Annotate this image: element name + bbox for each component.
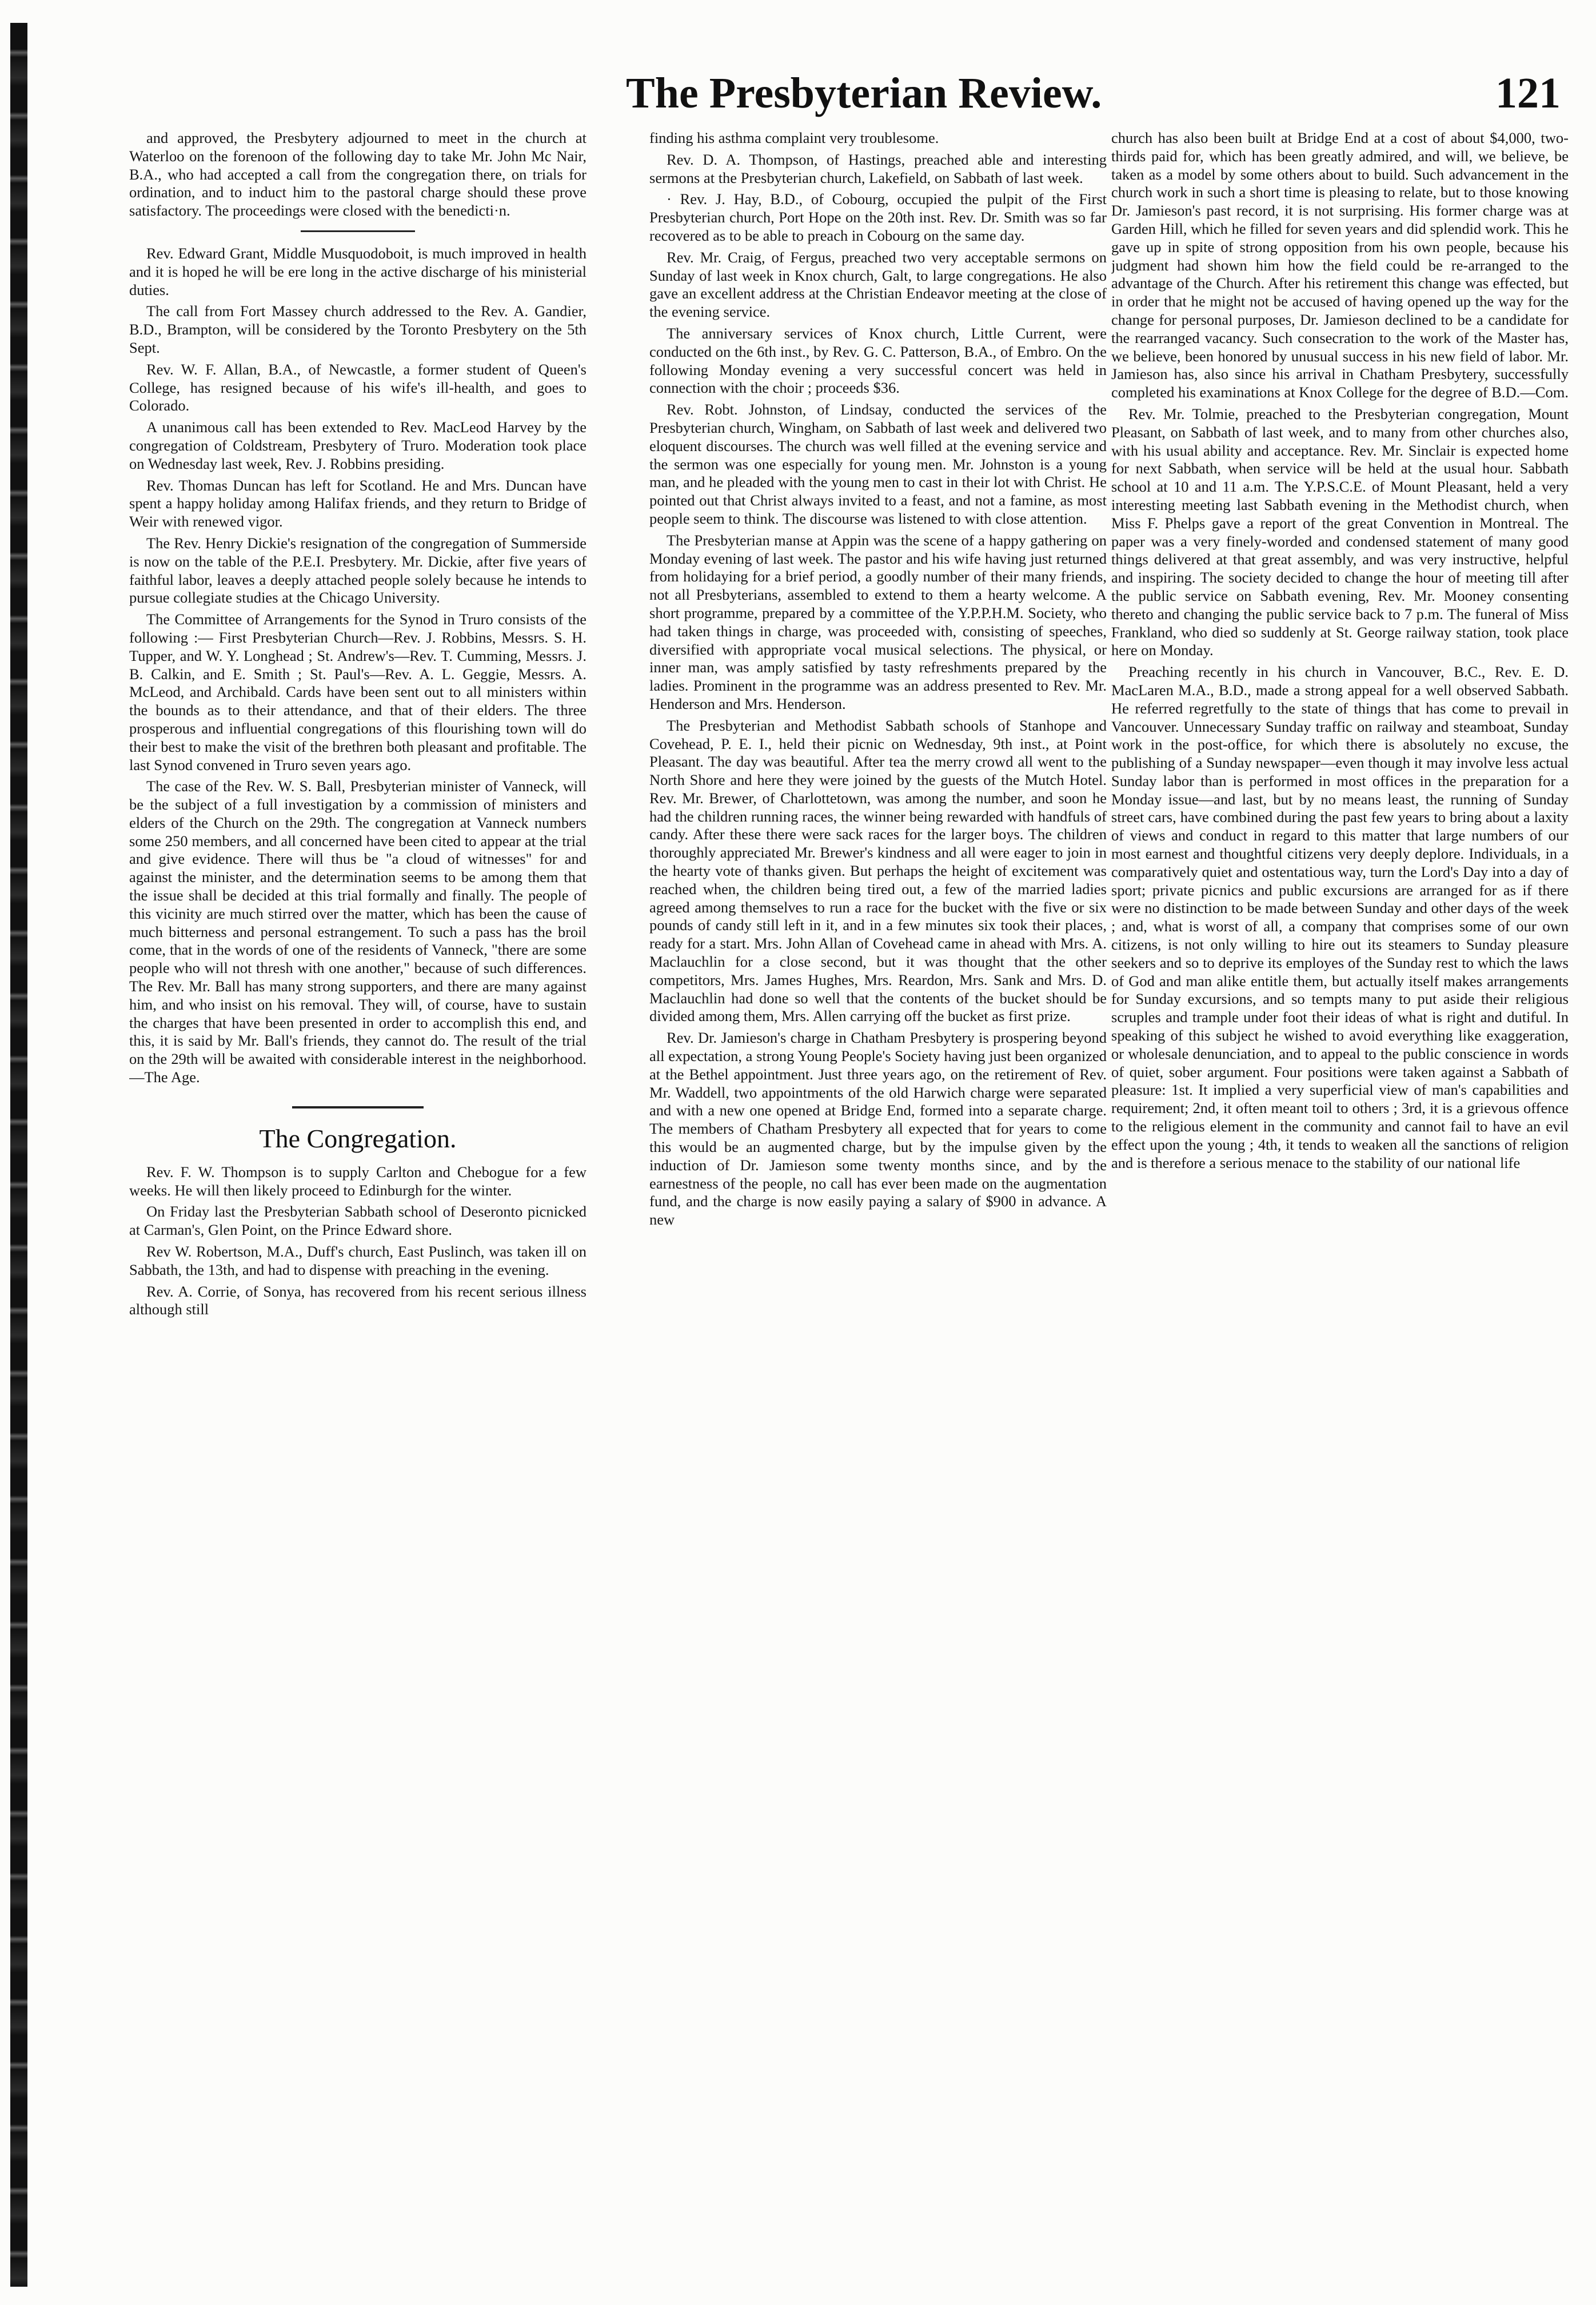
column-1	[129, 129, 586, 2290]
column-divider-rule	[292, 1106, 424, 1108]
article-paragraph: Rev. Dr. Jamieson's charge in Chatham Presbytery is prospering beyond all expectation, a strong Young People's Society having just been organized at the Bethel appointment. Just three years ago, on the retirement of Rev. Mr. Waddell, two appointments of the old Harwich charge were separated and with a new one opened at Bridge End, formed into a separate charge. The members of Chatham Presbytery all expected that for years to come this would be an augmented charge, but by the impulse given by the induction of Dr. Jamieson some twenty months since, and by the earnestness of the people, no call has ever been made on the augmentation fund, and the charge is now easily paying a salary of $900 in advance. A new	[649, 1029, 1107, 1229]
article-paragraph: The Committee of Arrangements for the Synod in Truro consists of the following :— First Presbyterian Church—Rev. J. Robbins, Messrs. S. H. Tupper, and W. Y. Longhead ; St. Andrew's—Rev. T. Cumming, Messrs. J. B. Calkin, and E. Smith ; St. Paul's—Rev. A. L. Geggie, Messrs. A. McLeod, and Archibald. Cards have been sent out to all ministers within the bounds as to their attendance, and that of their elders. The three prosperous and influential congregations of this flourishing town will do their best to make the visit of the brethren both pleasant and profitable. The last Synod convened in Truro seven years ago.	[129, 611, 586, 773]
publication-title: The Presbyterian Review.	[626, 69, 1102, 117]
article-paragraph: Rev. F. W. Thompson is to supply Carlton and Chebogue for a few weeks. He will then likely proceed to Edinburgh for the winter.	[129, 1163, 586, 1199]
binding-edge	[10, 23, 27, 2287]
article-paragraph: finding his asthma complaint very troublesome.	[649, 129, 939, 146]
article-paragraph: The anniversary services of Knox church, Little Current, were conducted on the 6th inst., by Rev. G. C. Patterson, B.A., of Embro. On the following Monday evening a very successful concert was held in connection with the choir ; proceeds $36.	[649, 324, 1107, 397]
column-divider-rule	[301, 230, 415, 232]
article-paragraph: A unanimous call has been extended to Rev. MacLeod Harvey by the congregation of Coldstream, Presbytery of Truro. Moderation took place on Wednesday last week, Rev. J. Robbins presiding.	[129, 418, 586, 472]
article-paragraph: Rev. D. A. Thompson, of Hastings, preached able and interesting sermons at the Presbyterian church, Lakefield, on Sabbath of last week.	[649, 150, 1107, 186]
page-number: 121	[1495, 69, 1561, 117]
article-paragraph: The case of the Rev. W. S. Ball, Presbyterian minister of Vanneck, will be the subject of a full investigation by a commission of ministers and elders of the Church on the 29th. The congregation at Vanneck numbers some 250 members, and all concerned have been cited to appear at the trial and give evidence. There will thus be "a cloud of witnesses" for and against the minister, and the determination seems to be among them that the issue shall be decided at this trial formally and finally. The people of this vicinity are much stirred over the matter, which has been the cause of much bitterness and personal estrangement. To such a pass has the broil come, that in the words of one of the residents of Vanneck, "there are some people who will not thresh with one another," because of such differences. The Rev. Mr. Ball has many strong supporters, and there are many against him, and who insist on his removal. They will, of course, have to sustain the charges that have been presented in order to accomplish this end, and this, it is said by Mr. Ball's friends, they cannot do. The result of the trial on the 29th will be awaited with considerable interest in the neighborhood.—The Age.	[129, 777, 586, 1086]
article-paragraph: The Presbyterian manse at Appin was the scene of a happy gathering on Monday evening of last week. The pastor and his wife having just returned from holidaying for a brief period, a goodly number of their many friends, not all Presbyterians, assembled to extend to them a hearty welcome. A short programme, prepared by a committee of the Y.P.P.H.M. Society, who had taken things in charge, was proceeded with, consisting of speeches, diversified with appropriate vocal musical selections. The physical, or inner man, was amply satisfied by tasty refreshments prepared by the ladies. Prominent in the programme was an address presented to Rev. Mr. Henderson and Mrs. Henderson.	[649, 531, 1107, 712]
section-heading: The Congregation.	[259, 1123, 457, 1153]
article-paragraph: Rev. W. F. Allan, B.A., of Newcastle, a former student of Queen's College, has resigned because of his wife's ill-health, and goes to Colorado.	[129, 360, 586, 414]
article-paragraph: Rev. Edward Grant, Middle Musquodoboit, is much improved in health and it is hoped he will be ere long in the active discharge of his ministerial duties.	[129, 244, 586, 298]
article-paragraph: Rev. A. Corrie, of Sonya, has recovered from his recent serious illness although still	[129, 1282, 586, 1318]
article-paragraph: · Rev. J. Hay, B.D., of Cobourg, occupied the pulpit of the First Presbyterian church, Port Hope on the 20th inst. Rev. Dr. Smith was so far recovered as to be able to preach in Cobourg on the same day.	[649, 190, 1107, 244]
article-paragraph: and approved, the Presbytery adjourned to meet in the church at Waterloo on the forenoon of the following day to take Mr. John Mc Nair, B.A., who had accepted a call from the congregation there, on trials for ordination, and to induct him to the pastoral charge should these prove satisfactory. The proceedings were closed with the benedicti·n.	[129, 129, 586, 220]
article-paragraph: Rev. Mr. Tolmie, preached to the Presbyterian congregation, Mount Pleasant, on Sabbath of last week, and to many from other churches also, with his usual ability and acceptance. Rev. Mr. Sinclair is expected home for next Sabbath, when service will be held at the usual hour. Sabbath school at 10 and 11 a.m. The Y.P.S.C.E. of Mount Pleasant, held a very interesting meeting last Sabbath evening in the Methodist church, when Miss F. Phelps gave a report of the great Convention in Montreal. The paper was a very finely-worded and condensed statement of many good things delivered at that great assembly, and was very instructive, helpful and inspiring. The society decided to change the hour of meeting till after the public service on Sabbath evening, Rev. Mr. Mooney consenting thereto and changing the public service back to 7 p.m. The funeral of Miss Frankland, who died so suddenly at St. George railway station, took place here on Monday.	[1111, 405, 1569, 659]
article-paragraph: church has also been built at Bridge End at a cost of about $4,000, two-thirds paid for, which has been greatly admired, and will, we believe, be taken as a model by some others about to build. Such advancement in the church work in such a short time is pleasing to relate, but to those knowing Dr. Jamieson's past record, it is not surprising. His former charge was at Garden Hill, which he filled for seven years and did splendid work. This he gave up in spite of strong opposition from his own people, because his judgment had shown him how the field could be re-arranged to the advantage of the Church. After his retirement this change was effected, but in order that he might not be accused of having opened up the way for the change for personal purposes, Dr. Jamieson declined to be a candidate for the rearranged vacancy. Such consecration to the work of the Master has, we believe, been honored by unusual success in his new field of labor. Mr. Jamieson has, also since his arrival in Chatham Presbytery, successfully completed his examinations at Knox College for the degree of B.D.—Com.	[1111, 129, 1569, 401]
article-paragraph: Rev. Thomas Duncan has left for Scotland. He and Mrs. Duncan have spent a happy holiday among Halifax friends, and they return to Bridge of Weir with renewed vigor.	[129, 476, 586, 531]
article-paragraph: On Friday last the Presbyterian Sabbath school of Deseronto picnicked at Carman's, Glen Point, on the Prince Edward shore.	[129, 1203, 586, 1239]
article-paragraph: Rev. Robt. Johnston, of Lindsay, conducted the services of the Presbyterian church, Wingham, on Sabbath of last week and delivered two eloquent discourses. The church was well filled at the evening service and the sermon was one especially for young men. Mr. Johnston is a young man, and he pleaded with the young men to cast in their lot with Christ. He pointed out that Christ always invited to a feast, and not a famine, as most people seem to think. The discourse was listened to with close attention.	[649, 401, 1107, 527]
article-paragraph: The Presbyterian and Methodist Sabbath schools of Stanhope and Covehead, P. E. I., held their picnic on Wednesday, 9th inst., at Point Pleasant. The day was beautiful. After tea the merry crowd all went to the North Shore and here they were joined by the guests of the Mutch Hotel. Rev. Mr. Brewer, of Charlottetown, was among the number, and soon he had the children running races, the winner being rewarded with handfuls of candy. After these there were sack races for the larger boys. The children thoroughly appreciated Mr. Brewer's kindness and all were eager to join in the hearty vote of thanks given. But perhaps the height of excitement was reached when, the children being tired out, a few of the married ladies agreed among themselves to run a race for the bucket with the five or six pounds of candy still left in it, and in a few minutes six took their places, ready for a start. Mrs. John Allan of Covehead came in ahead with Mrs. A. Maclauchlin for a close second, but it was thought that the other competitors, Mrs. James Hughes, Mrs. Reardon, Mrs. Sank and Mrs. D. Maclauchlin had done so well that the contents of the bucket should be divided among them, Mrs. Allen carrying off the bucket as first prize.	[649, 716, 1107, 1025]
article-paragraph: Rev. Mr. Craig, of Fergus, preached two very acceptable sermons on Sunday of last week in Knox church, Galt, to large congregations. He also gave an excellent address at the Christian Endeavor meeting at the close of the evening service.	[649, 248, 1107, 321]
article-paragraph: Preaching recently in his church in Vancouver, B.C., Rev. E. D. MacLaren M.A., B.D., made a strong appeal for a well observed Sabbath. He referred regretfully to the state of things that has come to prevail in Vancouver. Unnecessary Sunday traffic on railway and steamboat, Sunday work in the post-office, for which there is absolutely no excuse, the publishing of a Sunday newspaper—even though it may involve less actual Sunday labor than is performed in most offices in the preparation for a Monday issue—and last, but by no means least, the running of Sunday street cars, have combined during the past few years to bring about a laxity of views and conduct in regard to this matter that large numbers of our most earnest and thoughtful citizens very deeply deplore. Individuals, in a comparatively quiet and ostentatious way, turn the Lord's Day into a day of sport; private picnics and public excursions are arranged for as if there were no distinction to be made between Sunday and other days of the week ; and, what is worst of all, a company that comprises some of our own citizens, is not only willing to hire out its steamers to Sunday pleasure seekers and so to deprive its employes of the Sunday rest to which the laws of God and man alike entitle them, but actually itself makes arrangements for Sunday excursions, and so tempts many to put aside their religious scruples and trample under foot their ideas of what is right and dutiful. In speaking of this subject he wished to avoid everything like exaggeration, or wholesale denunciation, and to appeal to the public conscience in words of quiet, sober argument. Four positions were taken against a Sabbath of pleasure: 1st. It implied a very superficial view of man's capabilities and requirement; 2nd, it often meant toil to others ; 3rd, it is a grievous offence to the religious element in the community and cannot fail to have an evil effect upon the young ; 4th, it tends to weaken all the sanctions of religion and is therefore a serious menace to the stability of our national life	[1111, 663, 1569, 1171]
article-paragraph: The call from Fort Massey church addressed to the Rev. A. Gandier, B.D., Brampton, will be considered by the Toronto Presbytery on the 5th Sept.	[129, 302, 586, 356]
column-3	[1111, 129, 1569, 2290]
column-2	[649, 129, 1107, 2290]
article-paragraph: The Rev. Henry Dickie's resignation of the congregation of Summerside is now on the table of the P.E.I. Presbytery. Mr. Dickie, after five years of faithful labor, leaves a deeply attached people solely because he intends to pursue collegiate studies at the Chicago University.	[129, 534, 586, 607]
page-header	[69, 63, 1578, 126]
article-paragraph: Rev W. Robertson, M.A., Duff's church, East Puslinch, was taken ill on Sabbath, the 13th, and had to dispense with preaching in the evening.	[129, 1243, 586, 1278]
